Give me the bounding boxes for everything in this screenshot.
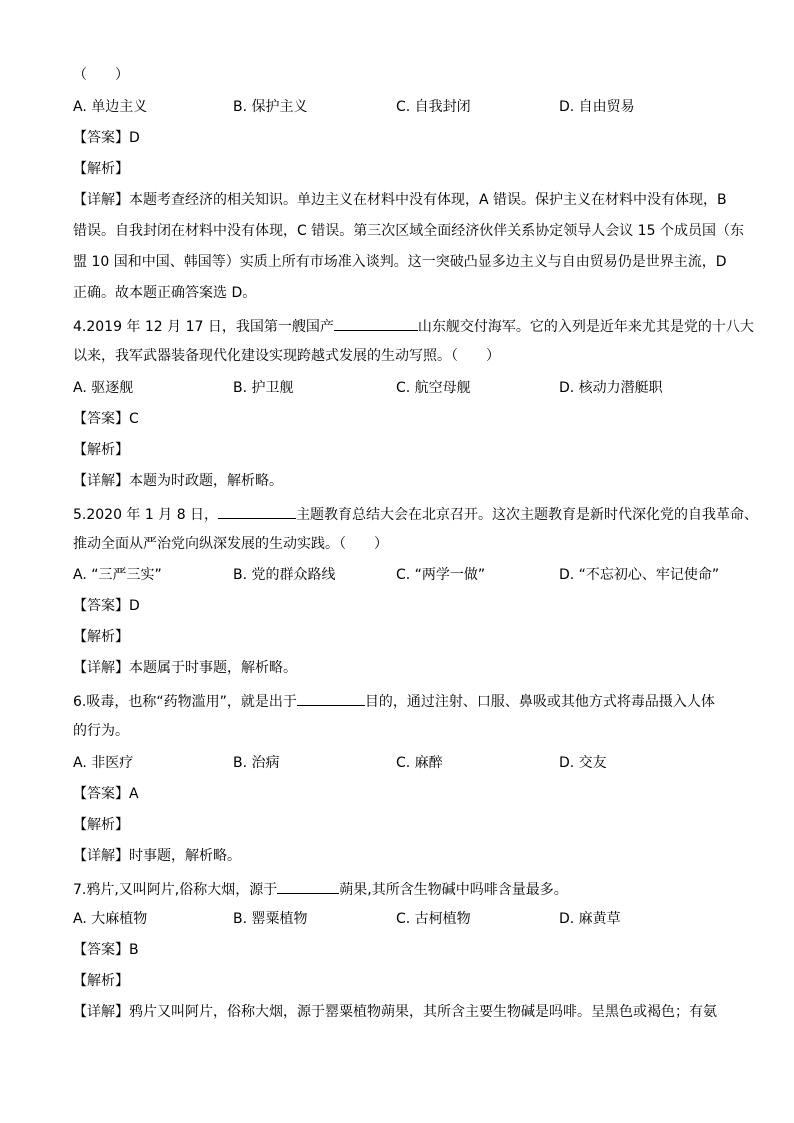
q4-option-c: C. 航空母舰 xyxy=(396,380,471,396)
q4-stem-part-1: 4.2019 年 12 月 17 日，我国第一艘国产 xyxy=(73,319,334,335)
q7-option-d: D. 麻黄草 xyxy=(559,911,621,927)
q6-analysis-label: 【解析】 xyxy=(73,817,129,833)
q6-answer: 【答案】A xyxy=(73,786,139,802)
q5-option-b: B. 党的群众路线 xyxy=(233,567,336,583)
q6-stem-line-1 xyxy=(73,691,723,711)
q7-stem-part-1: 7.鸦片,又叫阿片,俗称大烟，源于 xyxy=(73,882,278,898)
q5-option-c: C. “两学一做” xyxy=(396,567,486,583)
q5-option-a: A. “三严三实” xyxy=(73,567,162,583)
q3-detail-line-2: 错误。自我封闭在材料中没有体现，C 错误。第三次区域全面经济伙伴关系协定领导人会议 15 个成员国（东 xyxy=(73,223,744,239)
q3-option-a: A. 单边主义 xyxy=(73,99,148,115)
q5-detail: 【详解】本题属于时事题，解析略。 xyxy=(73,660,297,676)
q3-option-b: B. 保护主义 xyxy=(233,99,308,115)
q6-option-a: A. 非医疗 xyxy=(73,755,134,771)
q6-option-c: C. 麻醉 xyxy=(396,755,443,771)
q4-option-d: D. 核动力潜艇职 xyxy=(559,380,663,396)
q6-option-b: B. 治病 xyxy=(233,755,280,771)
q7-blank xyxy=(277,879,339,894)
q7-option-b: B. 罂粟植物 xyxy=(233,911,308,927)
q4-option-a: A. 驱逐舰 xyxy=(73,380,134,396)
q3-option-d: D. 自由贸易 xyxy=(559,99,635,115)
q3-detail-line-4: 正确。故本题正确答案选 D。 xyxy=(73,285,257,301)
q6-option-d: D. 交友 xyxy=(559,755,607,771)
q4-answer: 【答案】C xyxy=(73,411,139,427)
q4-stem-line-1 xyxy=(73,316,754,336)
q7-detail: 【详解】鸦片又叫阿片，俗称大烟，源于罂粟植物蒴果，其所含主要生物碱是吗啡。呈黑色或褐色；有氨 xyxy=(73,1004,717,1020)
q6-stem-part-1: 6.吸毒，也称“药物滥用”，就是出于 xyxy=(73,694,297,710)
q5-stem-part-1: 5.2020 年 1 月 8 日， xyxy=(73,507,219,523)
q3-analysis-label: 【解析】 xyxy=(73,161,129,177)
q6-blank xyxy=(297,691,365,706)
q6-stem-line-2: 的行为。 xyxy=(73,723,129,739)
q5-stem-line-1 xyxy=(73,504,759,524)
q3-detail-line-3: 盟 10 国和中国、韩国等）实质上所有市场准入谈判。这一突破凸显多边主义与自由贸易仍是世界主流，D xyxy=(73,254,727,270)
q7-stem-part-2: 蒴果,其所含生物碱中吗啡含量最多。 xyxy=(339,882,568,898)
q5-blank xyxy=(218,504,296,519)
q4-detail: 【详解】本题为时政题，解析略。 xyxy=(73,473,283,489)
q7-stem-line-1 xyxy=(73,879,723,899)
q4-stem-line-2: 以来，我军武器装备现代化建设实现跨越式发展的生动写照。（ ） xyxy=(73,348,500,364)
q7-answer: 【答案】B xyxy=(73,942,139,958)
q7-analysis-label: 【解析】 xyxy=(73,973,129,989)
q5-option-d: D. “不忘初心、牢记使命” xyxy=(559,567,720,583)
q7-option-c: C. 古柯植物 xyxy=(396,911,471,927)
q6-stem-part-2: 目的，通过注射、口服、鼻吸或其他方式将毒品摄入人体 xyxy=(364,694,715,710)
q5-analysis-label: 【解析】 xyxy=(73,629,129,645)
q6-detail: 【详解】时事题，解析略。 xyxy=(73,848,241,864)
q3-option-c: C. 自我封闭 xyxy=(396,99,471,115)
q3-answer: 【答案】D xyxy=(73,130,140,146)
q4-stem-part-2: 山东舰交付海军。它的入列是近年来尤其是党的十八大 xyxy=(417,319,754,335)
q4-analysis-label: 【解析】 xyxy=(73,442,129,458)
q4-blank xyxy=(334,316,418,331)
q5-stem-line-2: 推动全面从严治党向纵深发展的生动实践。（ ） xyxy=(73,536,388,552)
q3-paren: （ ） xyxy=(73,67,129,83)
q3-detail-line-1: 【详解】本题考查经济的相关知识。单边主义在材料中没有体现，A 错误。保护主义在材料中没有体现，B xyxy=(73,192,727,208)
q4-option-b: B. 护卫舰 xyxy=(233,380,294,396)
q5-answer: 【答案】D xyxy=(73,598,140,614)
q5-stem-part-2: 主题教育总结大会在北京召开。这次主题教育是新时代深化党的自我革命、 xyxy=(296,507,759,523)
q7-option-a: A. 大麻植物 xyxy=(73,911,148,927)
